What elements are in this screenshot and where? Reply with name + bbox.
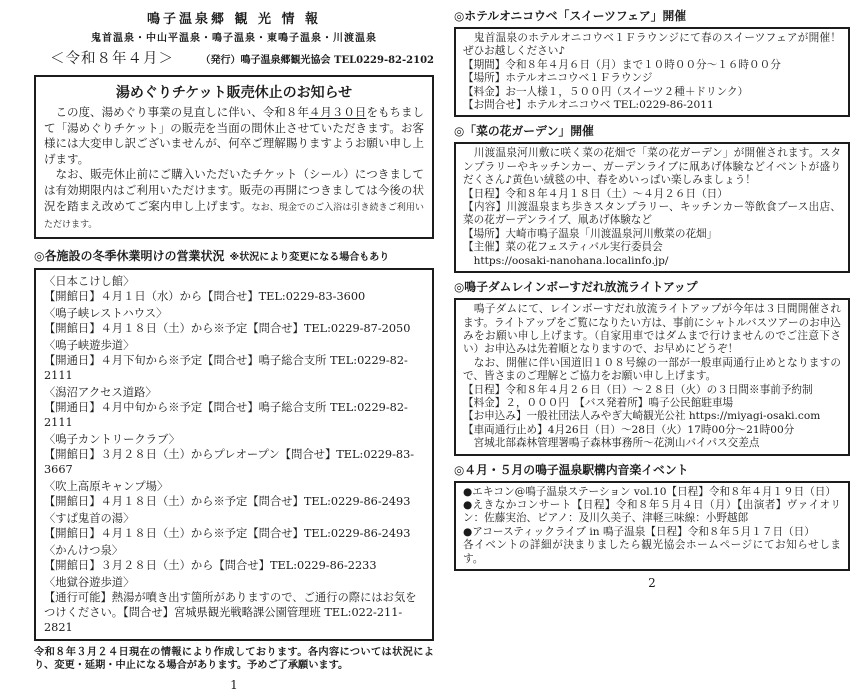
facility-item <box>44 306 424 336</box>
page-number-2: 2 <box>648 576 656 590</box>
notice-p2-text: なお、販売休止前にご購入いただいたチケット（シール）につきましては有効期限内はご利用いただけます。販売の再開につきましては今後の状況を踏まえ改めてご案内申し上げます。 <box>44 167 424 213</box>
facility-name: 〈かんけつ泉〉 <box>44 543 124 557</box>
sweets-fair-heading: ◎ホテルオニコウベ「スイーツフェア」開催 <box>454 9 687 23</box>
facility-item <box>44 338 424 383</box>
facility-info: 【開館日】４月１日（水）から【問合せ】TEL:0229-83-3600 <box>44 289 366 303</box>
notice-small-note: なお、現金でのご入浴は引き続きご利用いただけます。 <box>44 202 424 231</box>
nanohana-place: 【場所】大崎市鳴子温泉「川渡温泉河川敷菜の花畑」 <box>463 227 718 240</box>
page1-disclaimer: 令和８年３月２４日現在の情報により作成しております。各内容については状況により、変更・延期・中止になる場合があります。予めご了承願います。 <box>34 645 434 672</box>
nanohana-dates: 【日程】令和８年４月１８日（土）～４月２６日（日） <box>463 187 728 200</box>
facility-info: 【開館日】４月１８日（土）から※予定【問合せ】TEL:0229-86-2493 <box>44 526 411 540</box>
station-music-heading: ◎４月・５月の鳴子温泉駅構内音楽イベント <box>454 462 689 477</box>
facilities-heading-note: ※状況により変更になる場合もあり <box>229 251 390 263</box>
sweets-period: 【期間】令和８年４月６日（月）まで１０時００分～１６時００分 <box>463 58 781 71</box>
facility-name: 〈鳴子カントリークラブ〉 <box>44 432 180 446</box>
facility-info: 【通行可能】熱湯が噴き出す箇所がありますので、ご通行の際にはお気をつけください。【問合せ】宮城県観光戦略課公園管理班 TEL:022-211-2821 <box>44 590 417 634</box>
notice-p1-pre: この度、湯めぐり事業の見直しに伴い、令和８年 <box>44 105 309 119</box>
music-event-ekicon: ●エキコン@鳴子温泉ステーション vol.10【日程】令和８年４月１９日（日） <box>463 485 836 498</box>
ticket-suspension-notice-box <box>34 75 434 239</box>
facility-item <box>44 432 424 477</box>
dam-dates: 【日程】令和８年４月２６日（日）～２８日（火）の３日間※事前予約制 <box>463 383 813 396</box>
facility-list-box <box>34 268 434 641</box>
facility-name: 〈鳴子峡レストハウス〉 <box>44 306 168 320</box>
facility-name: 〈地獄谷遊歩道〉 <box>44 575 135 589</box>
nanohana-contents: 【内容】川渡温泉まち歩きスタンプラリー、キッチンカー等飲食ブース出店、菜の花ガーデンライブ、凧あげ体験など <box>463 201 841 227</box>
facility-item <box>44 385 424 430</box>
facility-name: 〈日本こけし館〉 <box>44 274 135 288</box>
dam-price-busstop: 【料金】２，０００円 【バス発着所】鳴子公民館駐車場 <box>463 396 734 409</box>
sweets-fair-box <box>454 27 850 117</box>
sweets-contact: 【お問合せ】ホテルオニコウベ TEL:0229-86-2011 <box>463 99 714 112</box>
facility-name: 〈鳴子峡遊歩道〉 <box>44 338 135 352</box>
nanohana-organizer: 【主催】菜の花フェスティバル実行委員会 <box>463 241 663 254</box>
facility-info: 【開館日】４月１８日（土）から※予定【問合せ】TEL:0229-87-2050 <box>44 321 411 335</box>
facility-info: 【開通日】４月下旬から※予定【問合せ】鳴子総合支所 TEL:0229-82-2111 <box>44 353 408 382</box>
facility-info: 【開館日】４月１８日（土）から※予定【問合せ】TEL:0229-86-2493 <box>44 494 411 508</box>
nanohana-garden-heading: ◎「菜の花ガーデン」開催 <box>454 124 594 139</box>
sweets-place: 【場所】ホテルオニコウベ１Ｆラウンジ <box>463 72 653 85</box>
station-music-box <box>454 481 850 571</box>
onsen-area-list: 鬼首温泉・中山平温泉・鳴子温泉・東鳴子温泉・川渡温泉 <box>91 33 377 44</box>
nanohana-garden-box <box>454 142 850 273</box>
facility-name: 〈吹上高原キャンプ場〉 <box>44 479 169 493</box>
facility-name: 〈潟沼アクセス道路〉 <box>44 385 157 399</box>
issue-date: ＜令和８年４月＞ <box>50 51 174 67</box>
sweets-price: 【料金】お一人様１，５００円（スイーツ２種＋ドリンク） <box>463 85 749 98</box>
nanohana-url: https://oosaki-nanohana.localinfo.jp/ <box>463 254 669 267</box>
notice-paragraph-1 <box>44 105 424 167</box>
dam-closure-section: 宮城北部森林管理署鳴子森林事務所～花渕山バイパス交差点 <box>463 437 760 450</box>
facilities-section-heading <box>34 247 434 264</box>
publisher-info: （発行）鳴子温泉郷観光協会 TEL0229-82-2102 <box>200 55 434 66</box>
facility-item <box>44 479 424 509</box>
dam-closure-times: 【車両通行止め】4月26日（日）～28日（火）17時00分～21時00分 <box>463 423 795 436</box>
notice-title: 湯めぐりチケット販売休止のお知らせ <box>115 85 353 101</box>
facility-item <box>44 575 424 635</box>
notice-p1-post: をもちまして「湯めぐりチケット」の販売を当面の間休止させていただきます。お客様には大変申し訳ございませんが、何卒ご理解賜りますようお願い申し上げます。 <box>44 105 424 166</box>
nanohana-intro: 川渡温泉河川敷に咲く菜の花畑で「菜の花ガーデン」が開催されます。スタンプラリーやキッチンカー、ガーデンライブに凧あげ体験などイベントが盛りだくさん♪黄色い絨毯の中、春をめいっぱい楽しみましょう！ <box>463 147 841 187</box>
music-event-ekinaka: ●えきなかコンサート【日程】令和８年５月４日（月）【出演者】ヴァイオリン：佐藤実治、ピアノ：及川久美子、津軽三味線：小野越郎 <box>463 498 841 525</box>
newsletter-title: 鳴子温泉郷 観 光 情 報 <box>146 12 322 27</box>
facility-item <box>44 274 424 304</box>
page-number-1: 1 <box>230 677 238 692</box>
facility-info: 【開館日】３月２８日（土）から【問合せ】TEL:0229-86-2233 <box>44 558 377 572</box>
notice-paragraph-2 <box>44 167 424 233</box>
issue-row <box>34 47 434 68</box>
underlined-suspension-date: ４月３０日 <box>308 105 367 119</box>
dam-application: 【お申込み】一般社団法人みやぎ大崎観光公社 https://miyagi-osaki.com <box>463 410 821 423</box>
dam-lightup-heading: ◎鳴子ダムレインボーすだれ放流ライトアップ <box>454 280 698 295</box>
facility-info: 【開通日】４月中旬から※予定【問合せ】鳴子総合支所 TEL:0229-82-2111 <box>44 400 408 429</box>
facility-item <box>44 511 424 541</box>
dam-lightup-box <box>454 298 850 455</box>
music-event-acoustic: ●アコースティックライブ in 鳴子温泉【日程】令和８年５月１７日（日） <box>463 525 815 538</box>
facility-info: 【開館日】３月２８日（土）からプレオープン【問合せ】TEL:0229-83-3667 <box>44 447 415 476</box>
music-details-note: 各イベントの詳細が決まりましたら観光協会ホームページにてお知らせします。 <box>463 539 841 565</box>
facility-name: 〈すぱ鬼首の湯〉 <box>44 511 135 525</box>
page1-header <box>34 8 434 68</box>
dam-intro: 鳴子ダムにて、レインボーすだれ放流ライトアップが今年は３日間開催されます。ライトアップをご覧になりたい方は、事前にシャトルバスツアーのお申込みをお願い申し上げます。（自家用車ではダムまで行けませんのでご注意下さい）お申込みは先着順となりますので、お早めにどうぞ！ <box>463 303 841 356</box>
facilities-heading-text: ◎各施設の冬季休業明けの営業状況 <box>34 248 225 263</box>
sweets-intro: 鬼首温泉のホテルオニコウベ１Ｆラウンジにて春のスイーツフェアが開催！ぜひお越しください♪ <box>463 32 841 58</box>
page-2 <box>446 0 860 590</box>
dam-road-closure-note: なお、開催に伴い国道旧１０８号線の一部が一般車両通行止めとなりますので、皆さまのご理解とご協力をお願い申し上げます。 <box>463 356 841 383</box>
facility-item <box>44 543 424 573</box>
